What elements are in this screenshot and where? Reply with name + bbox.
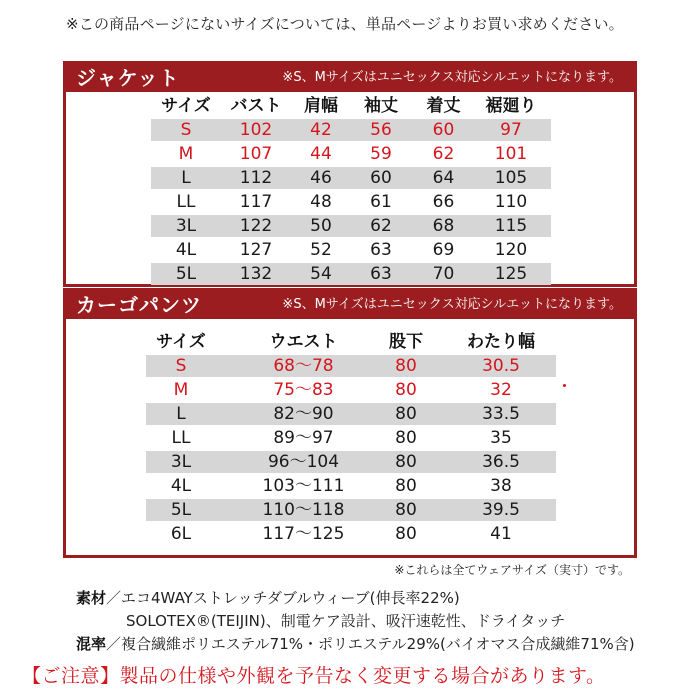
jacket-cell-0: 4L: [175, 240, 197, 260]
pants-cell-0: S: [175, 356, 187, 376]
pants-cell-1: 103～111: [262, 476, 345, 496]
table-row: [151, 215, 551, 237]
jacket-cell-2: 46: [310, 168, 332, 188]
pants-cell-2: 80: [395, 476, 417, 496]
jacket-cell-4: 68: [432, 216, 455, 236]
table-row: [146, 451, 556, 473]
pants-cell-3: 39.5: [482, 500, 520, 520]
jacket-cell-1: 107: [239, 144, 273, 164]
jacket-cell-2: 54: [310, 264, 332, 284]
jacket-header-4: 着丈: [426, 96, 461, 116]
jacket-cell-1: 122: [239, 216, 273, 236]
jacket-cell-4: 66: [432, 192, 455, 212]
jacket-cell-0: M: [178, 144, 194, 164]
jacket-cell-0: L: [181, 168, 191, 188]
jacket-cell-3: 61: [370, 192, 392, 212]
jacket-header-0: サイズ: [161, 96, 211, 116]
table-row: [151, 191, 551, 213]
pants-title: カーゴパンツ: [76, 293, 202, 317]
pants-cell-1: 89～97: [273, 428, 334, 448]
table-row: [151, 167, 551, 189]
red-dot-mark: [563, 384, 566, 387]
jacket-unisex-note: ※S、Mサイズはユニセックス対応シルエットになります。: [282, 70, 622, 85]
jacket-cell-1: 112: [239, 168, 273, 188]
jacket-size-table: [63, 61, 637, 287]
jacket-cell-5: 120: [494, 240, 528, 260]
pants-cell-0: 3L: [170, 452, 192, 472]
table-row: [151, 263, 551, 285]
jacket-cell-1: 117: [239, 192, 273, 212]
pants-cell-3: 36.5: [482, 452, 520, 472]
jacket-cell-4: 60: [432, 120, 455, 140]
table-row: [151, 239, 551, 261]
pants-cell-0: 4L: [170, 476, 192, 496]
pants-cell-0: LL: [171, 428, 191, 448]
jacket-cell-5: 105: [494, 168, 528, 188]
jacket-cell-0: 3L: [175, 216, 197, 236]
pants-header-2: 股下: [389, 332, 423, 352]
jacket-cell-1: 102: [239, 120, 273, 140]
blend-text: ／複合繊維ポリエステル71%・ポリエステル29%(バイオマス合成繊維71%含): [106, 635, 635, 653]
jacket-cell-3: 63: [370, 240, 392, 260]
table-row: [146, 523, 556, 545]
jacket-cell-0: 5L: [175, 264, 197, 284]
table-row: [146, 355, 556, 377]
jacket-header-3: 袖丈: [364, 96, 398, 116]
size-note: ※これらは全てウェアサイズ（実寸）です。: [394, 563, 630, 577]
pants-header-row: [146, 331, 566, 353]
pants-cell-1: 82～90: [273, 404, 334, 424]
jacket-header-5: 裾廻り: [485, 96, 537, 116]
table-row: [146, 403, 556, 425]
table-row: [151, 119, 551, 141]
pants-unisex-note: ※S、Mサイズはユニセックス対応シルエットになります。: [282, 297, 622, 312]
jacket-cell-0: S: [180, 120, 192, 140]
pants-cell-3: 41: [490, 524, 512, 544]
pants-cell-0: L: [176, 404, 186, 424]
pants-cell-3: 33.5: [482, 404, 520, 424]
pants-cell-1: 75～83: [273, 380, 334, 400]
blend-line: [76, 634, 635, 654]
jacket-cell-5: 110: [494, 192, 528, 212]
jacket-cell-5: 101: [494, 144, 528, 164]
material-line-2: SOLOTEX®(TEIJIN)、制電ケア設計、吸汗速乾性、ドライタッチ: [126, 612, 566, 630]
material-text-1: ／エコ4WAYストレッチダブルウィーブ(伸長率22%): [106, 589, 460, 607]
pants-cell-2: 80: [395, 452, 417, 472]
material-label: 素材: [76, 589, 107, 607]
table-row: [146, 427, 556, 449]
table-row: [146, 379, 556, 401]
jacket-title: ジャケット: [76, 66, 180, 90]
pants-header-1: ウエスト: [269, 332, 338, 352]
caution-notice: 【ご注意】製品の仕様や外観を予告なく変更する場合があります。: [22, 665, 606, 687]
pants-cell-1: 96～104: [267, 452, 340, 472]
jacket-cell-3: 60: [370, 168, 392, 188]
jacket-header-2: 肩幅: [304, 96, 338, 116]
jacket-cell-5: 115: [494, 216, 528, 236]
jacket-cell-0: LL: [176, 192, 196, 212]
pants-cell-3: 32: [490, 380, 512, 400]
pants-cell-2: 80: [395, 356, 417, 376]
jacket-cell-2: 52: [310, 240, 332, 260]
jacket-cell-1: 127: [239, 240, 273, 260]
jacket-header-1: バスト: [230, 96, 282, 116]
jacket-cell-3: 63: [370, 264, 392, 284]
jacket-cell-4: 69: [432, 240, 455, 260]
pants-cell-3: 38: [490, 476, 512, 496]
pants-header-bar: [66, 291, 634, 319]
jacket-cell-5: 125: [494, 264, 528, 284]
jacket-cell-2: 42: [310, 120, 332, 140]
jacket-cell-4: 62: [432, 144, 455, 164]
pants-cell-2: 80: [395, 500, 417, 520]
jacket-cell-4: 64: [432, 168, 455, 188]
table-row: [146, 475, 556, 497]
pants-header-3: わたり幅: [467, 332, 535, 352]
jacket-header-row: [151, 95, 621, 117]
pants-cell-2: 80: [395, 380, 417, 400]
top-note: ※この商品ページにないサイズについては、単品ページよりお買い求めください。: [66, 15, 624, 33]
pants-cell-2: 80: [395, 404, 417, 424]
pants-size-table: [63, 288, 637, 558]
pants-cell-1: 117～125: [262, 524, 345, 544]
pants-cell-2: 80: [395, 524, 417, 544]
pants-cell-3: 30.5: [482, 356, 520, 376]
pants-cell-1: 110～118: [262, 500, 345, 520]
pants-cell-1: 68～78: [273, 356, 334, 376]
table-row: [151, 143, 551, 165]
jacket-cell-4: 70: [432, 264, 455, 284]
jacket-cell-2: 48: [310, 192, 332, 212]
pants-header-0: サイズ: [156, 332, 206, 352]
blend-label: 混率: [76, 635, 107, 653]
jacket-header-bar: [66, 64, 634, 92]
pants-cell-2: 80: [395, 428, 417, 448]
pants-cell-0: M: [173, 380, 189, 400]
material-line-1: [76, 588, 460, 608]
jacket-cell-5: 97: [500, 120, 522, 140]
pants-cell-3: 35: [490, 428, 512, 448]
jacket-cell-3: 62: [370, 216, 392, 236]
jacket-cell-3: 56: [370, 120, 392, 140]
jacket-cell-2: 44: [310, 144, 332, 164]
jacket-cell-2: 50: [310, 216, 332, 236]
pants-cell-0: 5L: [170, 500, 192, 520]
jacket-cell-1: 132: [239, 264, 273, 284]
pants-cell-0: 6L: [170, 524, 192, 544]
jacket-cell-3: 59: [370, 144, 392, 164]
table-row: [146, 499, 556, 521]
